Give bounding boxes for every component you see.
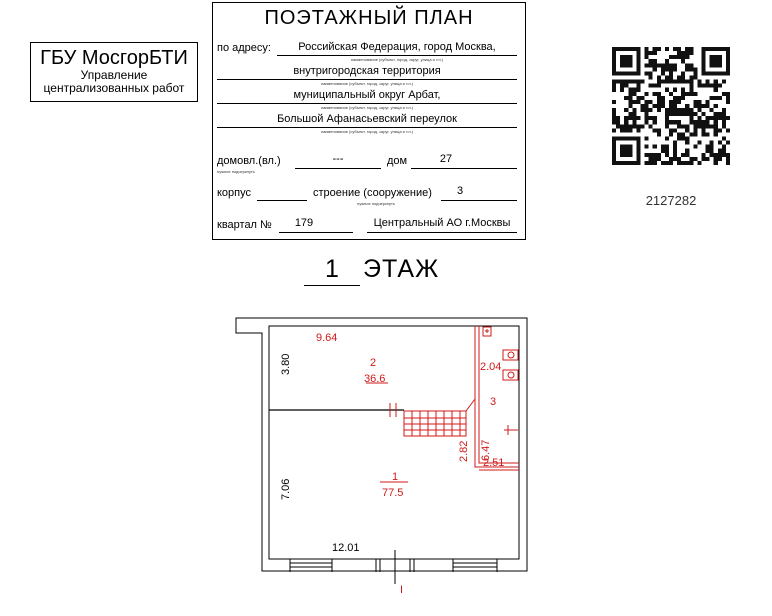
room1-area: 77.5	[382, 487, 404, 499]
kvartal-value: 179	[294, 217, 314, 229]
dim-2-82: 2.82	[458, 440, 470, 462]
toilet-lower-icon	[503, 370, 518, 380]
domovl-value: ---	[332, 153, 344, 165]
address-label: по адресу:	[217, 42, 271, 54]
address-hint-3: наименование (субъект, город, округ, улица и т.п.)	[320, 105, 414, 110]
domovl-label: домовл.(вл.)	[217, 155, 281, 167]
entrance-door	[376, 550, 414, 584]
dom-label: дом	[387, 155, 408, 167]
dim-top: 9.64	[316, 332, 338, 344]
organization-sub2: централизованных работ	[43, 81, 185, 95]
address-line-1: Российская Федерация, город Москва,	[298, 41, 496, 53]
korpus-label: корпус	[217, 187, 252, 199]
window-bottom-right	[453, 559, 497, 572]
dim-2-51: 2.51	[483, 457, 505, 469]
district-value: Центральный АО г.Москвы	[373, 217, 511, 229]
dim-6-47: 6.47	[480, 439, 492, 461]
dim-2-04: 2.04	[480, 361, 502, 373]
stroenie-value: 3	[456, 185, 464, 197]
address-hint-4: наименование (субъект, город, округ, улица и т.п.)	[320, 129, 414, 134]
room2-number: 2	[370, 357, 377, 369]
address-hint-1: наименование (субъект, город, округ, улица и т.п.)	[350, 57, 444, 62]
address-line-3: муниципальный округ Арбат,	[293, 89, 441, 101]
dim-left-bottom: 7.06	[280, 478, 292, 500]
floor-number: 1	[304, 255, 360, 286]
room1-number: 1	[392, 471, 399, 483]
toilet-upper-icon	[503, 350, 518, 360]
entrance-mark: I	[400, 584, 404, 596]
room3-number: 3	[490, 396, 497, 408]
staircase	[404, 326, 475, 436]
stroenie-label: строение (сооружение)	[313, 187, 432, 199]
stroenie-hint: нужное подчеркнуть	[357, 201, 395, 206]
address-line-4: Большой Афанасьевский переулок	[277, 113, 457, 125]
organization-sub1: Управление	[80, 68, 148, 82]
form-title: ПОЭТАЖНЫЙ ПЛАН	[264, 7, 474, 29]
dim-left-top: 3.80	[280, 353, 292, 375]
dom-value: 27	[439, 153, 453, 165]
door-mark-room3	[504, 425, 518, 435]
floor-word: ЭТАЖ	[363, 255, 440, 283]
address-hint-2: наименование (субъект, город, округ, улица и т.п.)	[320, 81, 414, 86]
kvartal-label: квартал №	[217, 219, 272, 231]
room2-area: 36.6	[364, 373, 386, 385]
organization-name: ГБУ МосгорБТИ	[40, 47, 188, 69]
address-line-2: внутригородская территория	[293, 65, 441, 77]
dim-bottom: 12.01	[332, 542, 360, 554]
window-bottom-left	[290, 559, 332, 572]
qr-number: 2127282	[645, 193, 697, 208]
domovl-hint: нужное подчеркнуть	[217, 169, 255, 174]
